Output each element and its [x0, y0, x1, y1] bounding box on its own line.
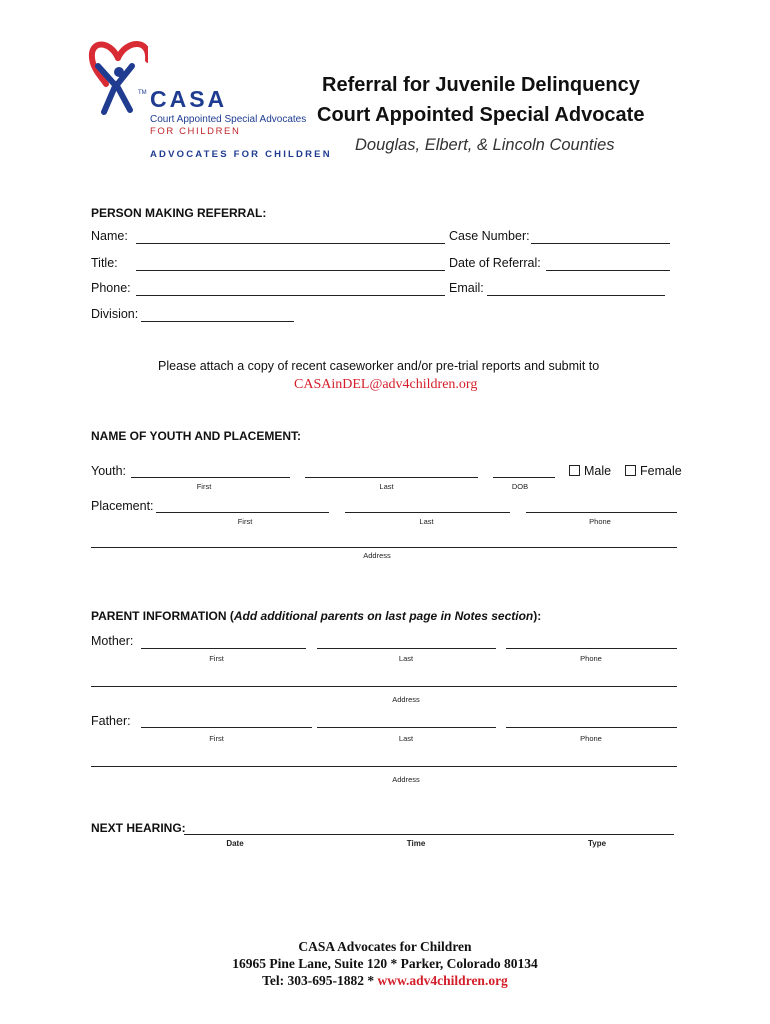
case-number-field[interactable]	[531, 243, 670, 244]
heart-figure-icon	[88, 36, 148, 120]
name-field[interactable]	[136, 243, 445, 244]
division-field[interactable]	[141, 321, 294, 322]
casa-logo	[88, 36, 332, 162]
mother-first-caption: First	[209, 654, 224, 663]
name-label: Name:	[91, 229, 128, 243]
placement-phone-field[interactable]	[526, 512, 677, 513]
email-label: Email:	[449, 281, 484, 295]
father-address-caption: Address	[392, 775, 420, 784]
parent-heading	[91, 609, 541, 623]
father-first-field[interactable]	[141, 727, 312, 728]
hearing-time-caption: Time	[406, 839, 426, 848]
referral-heading: PERSON MAKING REFERRAL:	[91, 206, 267, 220]
phone-field[interactable]	[136, 295, 445, 296]
logo-tagline: Court Appointed Special Advocates	[150, 114, 307, 125]
youth-label: Youth:	[91, 464, 126, 478]
attach-instructions: Please attach a copy of recent caseworker and/or pre-trial reports and submit to	[158, 359, 600, 373]
next-hearing-field[interactable]	[184, 834, 674, 835]
father-label: Father:	[91, 714, 131, 728]
youth-first-field[interactable]	[131, 477, 290, 478]
page-subtitle: Douglas, Elbert, & Lincoln Counties	[355, 136, 615, 154]
placement-phone-caption: Phone	[589, 517, 611, 526]
male-label: Male	[584, 464, 612, 478]
page-title-line1: Referral for Juvenile Delinquency	[322, 74, 640, 96]
footer-org: CASA Advocates for Children	[298, 939, 472, 954]
placement-address-field[interactable]	[91, 547, 677, 548]
hearing-type-caption: Type	[587, 839, 607, 848]
placement-first-field[interactable]	[156, 512, 329, 513]
parent-heading-text: PARENT INFORMATION (	[91, 609, 234, 623]
parent-heading-end: ):	[533, 609, 542, 623]
youth-heading: NAME OF YOUTH AND PLACEMENT:	[91, 429, 301, 443]
footer-tel: Tel: 303-695-1882 *	[262, 973, 378, 988]
email-field[interactable]	[487, 295, 665, 296]
division-label: Division:	[91, 307, 139, 321]
footer-address: 16965 Pine Lane, Suite 120 * Parker, Colorado 80134	[232, 956, 538, 971]
submit-email-link[interactable]: CASAinDEL@adv4children.org	[294, 377, 478, 392]
mother-address-caption: Address	[392, 695, 420, 704]
date-of-referral-field[interactable]	[546, 270, 670, 271]
mother-phone-field[interactable]	[506, 648, 677, 649]
date-of-referral-label: Date of Referral:	[449, 256, 541, 270]
logo-for-children: FOR CHILDREN	[150, 126, 241, 137]
male-checkbox[interactable]	[569, 465, 580, 476]
logo-trademark: TM	[138, 90, 147, 96]
next-hearing-label: NEXT HEARING:	[91, 821, 186, 835]
father-phone-field[interactable]	[506, 727, 677, 728]
placement-first-caption: First	[237, 517, 253, 526]
placement-last-field[interactable]	[345, 512, 510, 513]
mother-last-caption: Last	[398, 654, 414, 663]
mother-phone-caption: Phone	[580, 654, 602, 663]
father-address-field[interactable]	[91, 766, 677, 767]
title-label: Title:	[91, 256, 118, 270]
female-checkbox[interactable]	[625, 465, 636, 476]
case-number-label: Case Number:	[449, 229, 530, 243]
phone-label: Phone:	[91, 281, 131, 295]
mother-label: Mother:	[91, 634, 134, 648]
father-first-caption: First	[209, 734, 224, 743]
female-label: Female	[640, 464, 682, 478]
parent-heading-note: Add additional parents on last page in Notes section	[233, 609, 534, 623]
youth-dob-caption: DOB	[511, 482, 529, 491]
father-last-field[interactable]	[317, 727, 496, 728]
father-last-caption: Last	[398, 734, 414, 743]
page-title-line2: Court Appointed Special Advocate	[317, 104, 645, 126]
mother-last-field[interactable]	[317, 648, 496, 649]
logo-brand: CASA	[150, 86, 228, 112]
title-field[interactable]	[136, 270, 445, 271]
placement-last-caption: Last	[419, 517, 434, 526]
youth-first-caption: First	[196, 482, 212, 491]
youth-dob-field[interactable]	[493, 477, 555, 478]
father-phone-caption: Phone	[580, 734, 602, 743]
youth-last-field[interactable]	[305, 477, 478, 478]
placement-address-caption: Address	[363, 551, 391, 560]
footer-website-link[interactable]: www.adv4children.org	[377, 973, 508, 988]
youth-last-caption: Last	[379, 482, 394, 491]
footer-contact	[0, 973, 770, 989]
mother-first-field[interactable]	[141, 648, 306, 649]
hearing-date-caption: Date	[226, 839, 244, 848]
logo-advocates: ADVOCATES FOR CHILDREN	[150, 149, 332, 160]
placement-label: Placement:	[91, 499, 154, 513]
mother-address-field[interactable]	[91, 686, 677, 687]
